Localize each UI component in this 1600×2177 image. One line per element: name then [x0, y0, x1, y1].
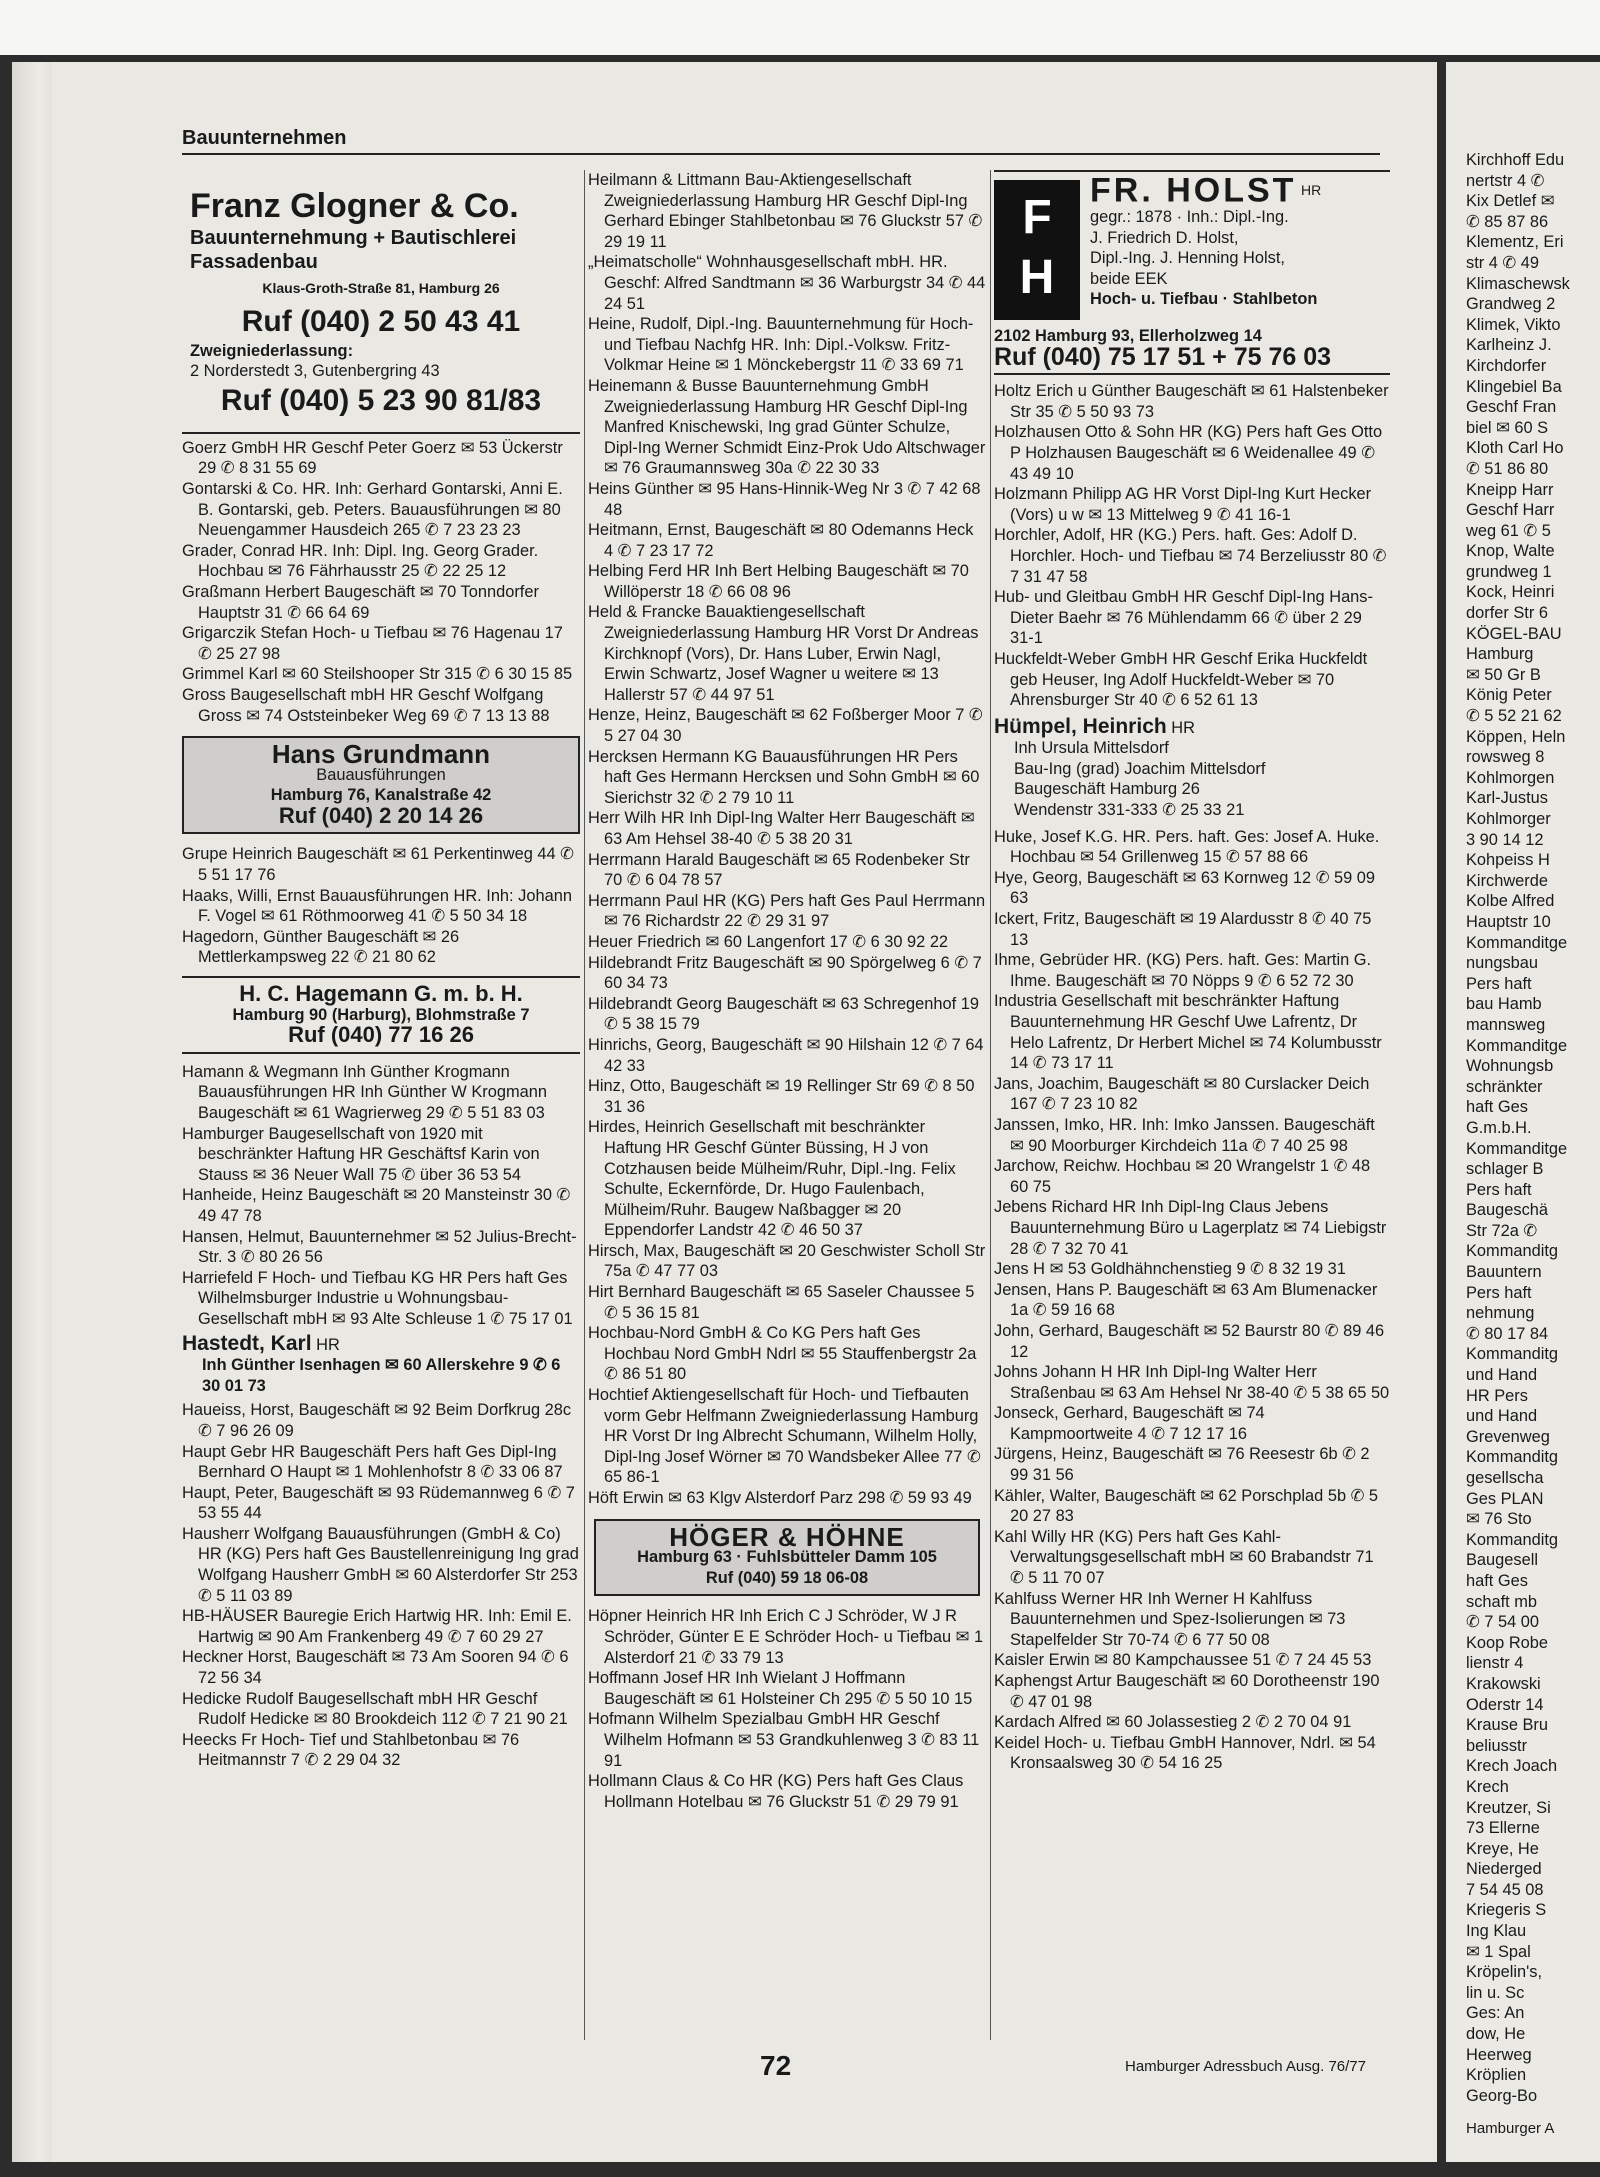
- facing-page-line: Ges: An: [1466, 2004, 1525, 2023]
- directory-entry: Huke, Josef K.G. HR. Pers. haft. Ges: Josef A. Huke. Hochbau ✉ 54 Grillenweg 15 ✆ 57 88 66: [994, 827, 1380, 867]
- ad-glogner-branch-address: 2 Norderstedt 3, Gutenbergring 43: [190, 362, 440, 381]
- holst-name: FR. HOLST: [1090, 171, 1297, 210]
- facing-page-line: Kommanditge: [1466, 1139, 1568, 1158]
- facing-page-line: schränkter: [1466, 1077, 1543, 1096]
- entry-list-6: [588, 1606, 986, 1812]
- facing-page-footer: Hamburger A: [1466, 2120, 1555, 2137]
- holst-line5: Hoch- u. Tiefbau · Stahlbeton: [1090, 290, 1318, 309]
- entry-hastedt: [182, 1331, 580, 1397]
- column-3: [994, 170, 1390, 1774]
- ad-glogner-phone1: Ruf (040) 2 50 43 41: [241, 304, 521, 338]
- facing-page-line: Pers haft: [1466, 974, 1532, 993]
- facing-page-line: ✆ 51 86 80: [1466, 459, 1549, 478]
- facing-page-line: Krech: [1466, 1777, 1509, 1796]
- directory-entry: Hanheide, Heinz Baugeschäft ✉ 20 Mansteinstr 30 ✆ 49 47 78: [182, 1186, 571, 1225]
- directory-entry: Jebens Richard HR Inh Dipl-Ing Claus Jebens Bauunternehmung Büro u Lagerplatz ✉ 74 Liebigstr 28 ✆ 7 32 70 41: [994, 1198, 1387, 1258]
- facing-page-line: nehmung: [1466, 1304, 1535, 1323]
- facing-page-line: und Hand: [1466, 1366, 1538, 1385]
- facing-page-line: Karlheinz J.: [1466, 336, 1552, 355]
- ad-glogner-name: Franz Glogner & Co.: [190, 187, 519, 225]
- directory-entry: Goerz GmbH HR Geschf Peter Goerz ✉ 53 Ückerstr 29 ✆ 8 31 55 69: [182, 438, 563, 478]
- facing-page-line: Kommanditge: [1466, 933, 1568, 952]
- facing-page-line: Georg-Bo: [1466, 2086, 1538, 2105]
- directory-entry: Henze, Heinz, Baugeschäft ✉ 62 Foßberger Moor 7 ✆ 5 27 04 30: [588, 706, 983, 746]
- directory-entry: Höpner Heinrich HR Inh Erich C J Schröder, W J R Schröder, Günter E E Schröder Hoch- u Tiefbau ✉ 1 Alsterdorf 21 ✆ 33 79 13: [588, 1607, 984, 1667]
- facing-page-line: Baugesell: [1466, 1551, 1538, 1570]
- ad-grundmann-sub: Bauausführungen: [316, 765, 446, 784]
- facing-page-line: Kirchwerde: [1466, 871, 1548, 890]
- directory-entry: Holzhausen Otto & Sohn HR (KG) Pers haft Ges Otto P Holzhausen Baugeschäft ✉ 6 Weidenallee 49 ✆ 43 49 10: [994, 423, 1383, 483]
- facing-page-line: ✉ 76 Sto: [1466, 1510, 1532, 1529]
- directory-entry: Keidel Hoch- u. Tiefbau GmbH Hannover, Ndrl. ✉ 54 Kronsaalsweg 30 ✆ 54 16 25: [994, 1733, 1376, 1773]
- directory-entry: Kahlfuss Werner HR Inh Werner H Kahlfuss Bauunternehmen und Spez-Isolierungen ✉ 73 Stapelfelder Str 70-74 ✆ 6 77 50 08: [994, 1589, 1346, 1649]
- facing-page-line: ✆ 80 17 84: [1466, 1324, 1549, 1343]
- directory-entry: Kähler, Walter, Baugeschäft ✉ 62 Porschplad 5b ✆ 5 20 27 83: [994, 1486, 1379, 1526]
- facing-page-line: Kommanditg: [1466, 1345, 1559, 1364]
- facing-page-line: 7 54 45 08: [1466, 1880, 1544, 1899]
- facing-page-line: gesellscha: [1466, 1469, 1544, 1487]
- facing-page-line: Pers haft: [1466, 1283, 1532, 1302]
- directory-entry: Jens H ✉ 53 Goldhähnchenstieg 9 ✆ 8 32 19 31: [994, 1260, 1346, 1279]
- facing-page-line: Kohlmorger: [1466, 810, 1551, 828]
- ad-glogner-phone2: Ruf (040) 5 23 90 81/83: [220, 383, 542, 417]
- facing-page-line: Geschf Fran: [1466, 398, 1557, 417]
- directory-entry: Industria Gesellschaft mit beschränkter Haftung Bauunternehmung HR Geschf Uwe Lafrentz, Dr Helo Lafrentz, Dr Herbert Michel ✉ 74 Kolumbusstr 14 ✆ 73 17 11: [994, 992, 1382, 1073]
- entry-list-5: [588, 170, 986, 1509]
- entry-list-2: [182, 844, 580, 968]
- directory-entry: Held & Francke Bauaktiengesellschaft Zweigniederlassung Hamburg HR Vorst Dr Andreas Kirchknopf (Vors), Dr. Hans Luber, Erwin Nagl, Erwin Schwartz, Josef Wagner u weitere ✉ 13 Hallerstr 57 ✆ 44 97 51: [588, 603, 979, 704]
- facing-page-line: Kolbe Alfred: [1466, 892, 1555, 911]
- facing-page-line: grundweg 1: [1466, 562, 1552, 581]
- facing-page-line: Kohlmorgen: [1466, 768, 1555, 787]
- column-separator: [990, 170, 991, 2040]
- facing-page-line: Kirchhoff Edu: [1466, 151, 1565, 169]
- directory-entry: Grimmel Karl ✉ 60 Steilshooper Str 315 ✆ 6 30 15 85: [182, 665, 573, 684]
- ad-hagemann: [182, 976, 580, 1054]
- facing-page-line: Klimaschewsk: [1466, 274, 1570, 293]
- directory-entry: Haupt, Peter, Baugeschäft ✉ 93 Rüdemannweg 6 ✆ 7 53 55 44: [182, 1483, 575, 1523]
- ad-grundmann-address: Hamburg 76, Kanalstraße 42: [270, 786, 492, 805]
- directory-entry: Hausherr Wolfgang Bauausführungen (GmbH & Co) HR (KG) Pers haft Ges Baustellenreinigung Ing grad Wolfgang Hausherr GmbH ✉ 60 Alsterdorfer Str 253 ✆ 5 11 03 89: [182, 1524, 579, 1605]
- entry-huempel-hr: HR: [1171, 718, 1195, 737]
- entry-list-4: [182, 1400, 580, 1771]
- divider: [182, 432, 580, 434]
- directory-entry: Hildebrandt Georg Baugeschäft ✉ 63 Schregenhof 19 ✆ 5 38 15 79: [588, 994, 979, 1034]
- directory-entry: Hildebrandt Fritz Baugeschäft ✉ 90 Spörgelweg 6 ✆ 7 60 34 73: [588, 953, 982, 993]
- facing-page-line: lin u. Sc: [1466, 1983, 1525, 2002]
- facing-page-line: ✆ 85 87 86: [1466, 212, 1549, 231]
- facing-page-line: Oderstr 14: [1466, 1695, 1544, 1714]
- directory-entry: Jarchow, Reichw. Hochbau ✉ 20 Wrangelstr 1 ✆ 48 60 75: [994, 1157, 1371, 1196]
- directory-entry: Jonseck, Gerhard, Baugeschäft ✉ 74 Kampmoortweite 4 ✆ 7 12 17 16: [994, 1404, 1265, 1443]
- facing-page: [1446, 62, 1600, 2162]
- facing-page-line: schlager B: [1466, 1160, 1544, 1179]
- directory-entry: Haaks, Willi, Ernst Bauausführungen HR. Inh: Johann F. Vogel ✉ 61 Röthmoorweg 41 ✆ 5 50 34 18: [182, 886, 572, 926]
- directory-entry: Ihme, Gebrüder HR. (KG) Pers. haft. Ges: Martin G. Ihme. Baugeschäft ✉ 70 Nöpps 9 ✆ 6 52 72 30: [994, 951, 1372, 990]
- facing-page-line: ✉ 1 Spal: [1466, 1942, 1531, 1961]
- directory-entry: Kahl Willy HR (KG) Pers haft Ges Kahl-Verwaltungsgesellschaft mbH ✉ 60 Brabandstr 71 ✆ 5 11 70 07: [994, 1527, 1374, 1588]
- directory-entry: Kaisler Erwin ✉ 80 Kampchaussee 51 ✆ 7 24 45 53: [994, 1651, 1372, 1670]
- ad-glogner: [182, 180, 580, 426]
- directory-entry: Janssen, Imko, HR. Inh: Imko Janssen. Baugeschäft ✉ 90 Moorburger Kirchdeich 11a ✆ 7 40 25 98: [994, 1115, 1375, 1155]
- entry-huempel-line: Baugeschäft Hamburg 26: [1014, 780, 1200, 799]
- facing-page-line: und Hand: [1466, 1407, 1538, 1426]
- facing-page-line: haft Ges: [1466, 1098, 1528, 1117]
- facing-page-line: mannsweg: [1466, 1015, 1546, 1034]
- facing-page-line: Niederged: [1466, 1860, 1542, 1879]
- facing-page-line: Kreye, He: [1466, 1839, 1539, 1858]
- directory-entry: Heinemann & Busse Bauunternehmung GmbH Zweigniederlassung Hamburg HR Geschf Dipl-Ing Manfred Knischewski, Ing grad Günter Schulze, Dipl-Ing Werner Schmidt Einz-Prok Udo Altschwager ✉ 76 Graumannsweg 30a ✆ 22 30 33: [588, 376, 986, 478]
- facing-page-line: Ing Klau: [1466, 1922, 1527, 1941]
- facing-page-line: Heerweg: [1466, 2045, 1532, 2064]
- facing-page-line: Kommanditg: [1466, 1530, 1559, 1549]
- facing-page-line: Grandweg 2: [1466, 295, 1556, 314]
- facing-page-line: HR Pers: [1466, 1386, 1528, 1405]
- facing-page-line: nungsbau: [1466, 954, 1539, 973]
- holst-line3: Dipl.-Ing. J. Henning Holst,: [1090, 249, 1285, 268]
- facing-page-line: biel ✉ 60 S: [1466, 418, 1549, 437]
- ad-glogner-sub2: Fassadenbau: [190, 251, 318, 273]
- entry-hastedt-name: Hastedt, Karl: [182, 1331, 312, 1355]
- facing-page-line: weg 61 ✆ 5: [1466, 521, 1551, 540]
- facing-page-line: 3 90 14 12: [1466, 830, 1544, 849]
- ad-glogner-sub1: Bauunternehmung + Bautischlerei: [190, 227, 517, 249]
- directory-entry: Jensen, Hans P. Baugeschäft ✉ 63 Am Blumenacker 1a ✆ 59 16 68: [994, 1280, 1378, 1320]
- directory-entry: Hofmann Wilhelm Spezialbau GmbH HR Geschf Wilhelm Hofmann ✉ 53 Grandkuhlenweg 3 ✆ 83 11 91: [588, 1710, 980, 1770]
- directory-entry: Holzmann Philipp AG HR Vorst Dipl-Ing Kurt Hecker (Vors) u w ✉ 13 Mittelweg 9 ✆ 41 16-1: [994, 485, 1372, 524]
- facing-page-line: Kommanditge: [1466, 1036, 1568, 1055]
- directory-entry: Hirsch, Max, Baugeschäft ✉ 20 Geschwister Scholl Str 75a ✆ 47 77 03: [588, 1241, 986, 1281]
- directory-entry: Hoffmann Josef HR Inh Wielant J Hoffmann Baugeschäft ✉ 61 Holsteiner Ch 295 ✆ 5 50 10 15: [588, 1669, 973, 1708]
- facing-page-line: Kröpelin's,: [1466, 1963, 1543, 1982]
- holst-line2: J. Friedrich D. Holst,: [1090, 228, 1239, 247]
- directory-entry: Haupt Gebr HR Baugeschäft Pers haft Ges Dipl-Ing Bernhard O Haupt ✉ 1 Mohlenhofstr 8 ✆ 33 06 87: [182, 1442, 563, 1482]
- scan-top-margin: [0, 0, 1600, 55]
- facing-page-line: Kreutzer, Si: [1466, 1798, 1551, 1817]
- facing-page-line: ✆ 7 54 00: [1466, 1613, 1539, 1632]
- entry-list-1: [182, 438, 580, 726]
- facing-page-line: ✆ 5 52 21 62: [1466, 707, 1562, 726]
- entry-list-3: [182, 1062, 580, 1330]
- directory-entry: Kaphengst Artur Baugeschäft ✉ 60 Dorotheenstr 190 ✆ 47 01 98: [994, 1672, 1380, 1711]
- holst-logo: [994, 180, 1080, 320]
- facing-page-line: Kohpeiss H: [1466, 851, 1550, 870]
- column-separator: [584, 170, 585, 2040]
- facing-page-line: rowsweg 8: [1466, 748, 1545, 767]
- directory-entry: Hamann & Wegmann Inh Günther Krogmann Bauausführungen HR Inh Günther W Krogmann Baugeschäft ✉ 61 Wagrierweg 29 ✆ 5 51 83 03: [182, 1062, 547, 1122]
- facing-page-line: Str 72a ✆: [1466, 1221, 1538, 1240]
- facing-page-line: Klingebiel Ba: [1466, 377, 1562, 396]
- directory-entry: Hedicke Rudolf Baugesellschaft mbH HR Geschf Rudolf Hedicke ✉ 80 Brookdeich 112 ✆ 7 21 90 21: [182, 1689, 568, 1729]
- directory-entry: Herr Wilh HR Inh Dipl-Ing Walter Herr Baugeschäft ✉ 63 Am Hehsel 38-40 ✆ 5 38 20 31: [588, 809, 975, 848]
- facing-page-line: Krause Bru: [1466, 1716, 1548, 1735]
- entry-huempel-line: Wendenstr 331-333 ✆ 25 33 21: [1014, 801, 1245, 820]
- directory-entry: HB-HÄUSER Bauregie Erich Hartwig HR. Inh: Emil E. Hartwig ✉ 90 Am Frankenberg 49 ✆ 7 60 29 27: [182, 1607, 572, 1646]
- directory-entry: Hye, Georg, Baugeschäft ✉ 63 Kornweg 12 ✆ 59 09 63: [994, 868, 1376, 908]
- column-1: [182, 176, 580, 1771]
- ad-grundmann-phone: Ruf (040) 2 20 14 26: [278, 802, 484, 828]
- directory-entry: Grader, Conrad HR. Inh: Dipl. Ing. Georg Grader. Hochbau ✉ 76 Fährhausstr 25 ✆ 22 25 12: [182, 541, 539, 581]
- directory-entry: Grigarczik Stefan Hoch- u Tiefbau ✉ 76 Hagenau 17 ✆ 25 27 98: [182, 624, 563, 663]
- holst-logo-h: H: [1019, 251, 1055, 304]
- entry-list-7: [994, 381, 1390, 711]
- facing-page-line: beliusstr: [1466, 1736, 1528, 1755]
- entry-list-8: [994, 827, 1390, 1774]
- facing-page-line: Klementz, Eri: [1466, 233, 1564, 252]
- directory-entry: Huckfeldt-Weber GmbH HR Geschf Erika Huckfeldt geb Heuser, Ing Adolf Huckfeldt-Weber ✉ 70 Ahrensburger Str 40 ✆ 6 52 61 13: [994, 649, 1368, 710]
- facing-page-line: Kock, Heinri: [1466, 583, 1555, 602]
- directory-entry: Hercksen Hermann KG Bauausführungen HR Pers haft Ges Hermann Hercksen und Sohn GmbH ✉ 60 Sierichstr 32 ✆ 2 79 10 11: [588, 747, 980, 807]
- facing-page-line: Karl-Justus: [1466, 789, 1548, 808]
- facing-page-line: bau Hamb: [1466, 995, 1542, 1014]
- holst-line4: beide EEK: [1090, 269, 1168, 288]
- ad-grundmann-name: Hans Grundmann: [271, 739, 491, 770]
- entry-hastedt-line: Inh Günther Isenhagen ✉ 60 Allerskehre 9 ✆ 6 30 01 73: [202, 1356, 561, 1395]
- ad-hagemann-address: Hamburg 90 (Harburg), Blohmstraße 7: [232, 1005, 530, 1024]
- ad-hagemann-name: H. C. Hagemann G. m. b. H.: [239, 981, 523, 1007]
- directory-entry: Hochbau-Nord GmbH & Co KG Pers haft Ges Hochbau Nord GmbH Ndrl ✉ 55 Stauffenbergstr 2a ✆ 86 51 80: [588, 1324, 977, 1384]
- directory-entry: Hinrichs, Georg, Baugeschäft ✉ 90 Hilshain 12 ✆ 7 64 42 33: [588, 1035, 984, 1075]
- directory-entry: Herrmann Harald Baugeschäft ✉ 65 Rodenbeker Str 70 ✆ 6 04 78 57: [588, 850, 970, 890]
- directory-entry: Haueiss, Horst, Baugeschäft ✉ 92 Beim Dorfkrug 28c ✆ 7 96 26 09: [182, 1401, 572, 1440]
- entry-huempel-name: Hümpel, Heinrich: [994, 714, 1167, 738]
- facing-page-line: Geschf Harr: [1466, 501, 1555, 520]
- entry-huempel-line: Inh Ursula Mittelsdorf: [1014, 739, 1169, 758]
- directory-entry: Heilmann & Littmann Bau-Aktiengesellschaft Zweigniederlassung Hamburg HR Geschf Dipl-Ing Gerhard Ebinger Stahlbetonbau ✉ 76 Gluckstr 57 ✆ 29 19 11: [588, 171, 983, 251]
- facing-page-line: Baugeschä: [1466, 1201, 1549, 1220]
- facing-page-line: Krakowski: [1466, 1674, 1541, 1693]
- directory-entry: Heins Günther ✉ 95 Hans-Hinnik-Weg Nr 3 ✆ 7 42 68 48: [588, 479, 981, 519]
- directory-entry: Helbing Ferd HR Inh Bert Helbing Baugeschäft ✉ 70 Willöperstr 18 ✆ 66 08 96: [588, 562, 969, 601]
- directory-entry: Heitmann, Ernst, Baugeschäft ✉ 80 Odemanns Heck 4 ✆ 7 23 17 72: [588, 521, 974, 560]
- entry-hastedt-hr: HR: [316, 1335, 340, 1354]
- divider: [994, 373, 1390, 375]
- facing-page-line: dorfer Str 6: [1466, 604, 1548, 623]
- directory-entry: Gontarski & Co. HR. Inh: Gerhard Gontarski, Anni E. B. Gontarski, geb. Peters. Bauausführungen ✉ 80 Neuengammer Hausdeich 265 ✆ 7 23 23 23: [182, 479, 563, 540]
- directory-entry: Hochtief Aktiengesellschaft für Hoch- und Tiefbauten vorm Gebr Helfmann Zweigniederlassung Hamburg HR Vorst Dr Ing Albrecht Schumann, Wilhelm Holly, Dipl-Ing Josef Wörner ✉ 70 Wandsbeker Allee 77 ✆ 65 86-1: [588, 1386, 981, 1487]
- header-rule: [182, 153, 1380, 155]
- facing-page-line: Kirchdorfer: [1466, 356, 1547, 375]
- directory-entry: „Heimatscholle“ Wohnhausgesellschaft mbH. HR. Geschf: Alfred Sandtmann ✉ 36 Warburgstr 34 ✆ 44 24 51: [588, 253, 986, 313]
- directory-entry: Hollmann Claus & Co HR (KG) Pers haft Ges Claus Hollmann Hotelbau ✉ 76 Gluckstr 51 ✆ 29 79 91: [588, 1772, 964, 1811]
- directory-entry: Hirdes, Heinrich Gesellschaft mit beschränkter Haftung HR Geschf Günter Büssing, H J von Cotzhausen beide Mülheim/Ruhr, Dipl.-Ing. Felix Schulte, Eckernförde, Dr. Hugo Faulenbach, Mülheim/Ruhr. Baugew Naßbagger ✉ 20 Eppendorfer Landstr 42 ✆ 46 50 37: [588, 1118, 956, 1240]
- directory-entry: Jans, Joachim, Baugeschäft ✉ 80 Curslacker Deich 167 ✆ 7 23 10 82: [994, 1074, 1370, 1114]
- ad-hoger-name: HÖGER & HÖHNE: [669, 1521, 905, 1552]
- directory-entry: Herrmann Paul HR (KG) Pers haft Ges Paul Herrmann ✉ 76 Richardstr 22 ✆ 29 31 97: [588, 891, 986, 931]
- facing-page-line: Grevenweg: [1466, 1427, 1550, 1446]
- directory-entry: Ickert, Fritz, Baugeschäft ✉ 19 Alardusstr 8 ✆ 40 75 13: [994, 910, 1372, 949]
- ad-hoger-hohne: [594, 1519, 980, 1597]
- directory-entry: Heckner Horst, Baugeschäft ✉ 73 Am Sooren 94 ✆ 6 72 56 34: [182, 1648, 569, 1688]
- facing-page-line: Kommanditg: [1466, 1448, 1559, 1467]
- holst-phone: Ruf (040) 75 17 51 + 75 76 03: [994, 342, 1332, 371]
- facing-page-line: Kommanditg: [1466, 1242, 1559, 1261]
- directory-entry: Hansen, Helmut, Bauunternehmer ✉ 52 Julius-Brecht-Str. 3 ✆ 80 26 56: [182, 1227, 577, 1267]
- facing-page-line: KÖGEL-BAU: [1466, 624, 1562, 643]
- directory-entry: Heuer Friedrich ✉ 60 Langenfort 17 ✆ 6 30 92 22: [588, 932, 949, 951]
- holst-hr: HR: [1301, 182, 1322, 198]
- facing-page-line: Kix Detlef ✉: [1466, 192, 1555, 211]
- facing-page-line: lienstr 4: [1466, 1654, 1524, 1673]
- facing-page-line: Pers haft: [1466, 1180, 1532, 1199]
- ad-holst: [994, 170, 1390, 371]
- page-header: Bauunternehmen: [182, 127, 347, 149]
- facing-page-line: Krech Joach: [1466, 1757, 1558, 1776]
- facing-page-line: Knop, Walte: [1466, 542, 1555, 561]
- facing-page-line: dow, He: [1466, 2025, 1526, 2044]
- facing-page-line: König Peter: [1466, 686, 1552, 705]
- directory-entry: Höft Erwin ✉ 63 Klgv Alsterdorf Parz 298 ✆ 59 93 49: [588, 1489, 972, 1507]
- facing-page-line: str 4 ✆ 49: [1466, 253, 1539, 272]
- page-number: 72: [760, 2050, 792, 2081]
- directory-entry: Hamburger Baugesellschaft von 1920 mit beschränkter Haftung HR Geschäftsf Karin von Stauss ✉ 36 Neuer Wall 75 ✆ über 36 53 54: [182, 1124, 540, 1184]
- ad-glogner-address: Klaus-Groth-Straße 81, Hamburg 26: [262, 280, 500, 296]
- facing-page-line: ✉ 50 Gr B: [1466, 665, 1541, 684]
- ad-hoger-address: Hamburg 63 · Fuhlsbütteler Damm 105: [637, 1548, 937, 1567]
- ad-hagemann-phone: Ruf (040) 77 16 26: [288, 1022, 474, 1048]
- directory-entry: Hub- und Gleitbau GmbH HR Geschf Dipl-Ing Hans-Dieter Baehr ✉ 76 Mühlendamm 66 ✆ über 2 29 31-1: [994, 588, 1373, 648]
- directory-entry: Hinz, Otto, Baugeschäft ✉ 19 Rellinger Str 69 ✆ 8 50 31 36: [588, 1077, 975, 1116]
- column-2: [588, 170, 986, 1812]
- directory-entry: Kardach Alfred ✉ 60 Jolassestieg 2 ✆ 2 70 04 91: [994, 1713, 1352, 1732]
- facing-page-line: 73 Ellerne: [1466, 1819, 1540, 1838]
- entry-huempel: [994, 714, 1390, 821]
- directory-entry: Heine, Rudolf, Dipl.-Ing. Bauunternehmung für Hoch- und Tiefbau Nachfg HR. Inh: Dipl.-Volksw. Fritz-Volkmar Heine ✉ 1 Mönckebergstr 11 ✆ 33 69 71: [588, 315, 974, 375]
- facing-page-line: haft Ges: [1466, 1571, 1528, 1590]
- directory-entry: Graßmann Herbert Baugeschäft ✉ 70 Tonndorfer Hauptstr 31 ✆ 66 64 69: [182, 582, 539, 622]
- facing-page-line: nertstr 4 ✆: [1466, 171, 1545, 190]
- facing-page-line: Klimek, Vikto: [1466, 315, 1561, 334]
- directory-entry: Gross Baugesellschaft mbH HR Geschf Wolfgang Gross ✉ 74 Oststeinbeker Weg 69 ✆ 7 13 13 88: [182, 685, 550, 725]
- entry-huempel-line: Bau-Ing (grad) Joachim Mittelsdorf: [1014, 759, 1266, 778]
- directory-entry: Holtz Erich u Günther Baugeschäft ✉ 61 Halstenbeker Str 35 ✆ 5 50 93 73: [994, 382, 1389, 421]
- facing-page-line: Ges PLAN: [1466, 1489, 1544, 1508]
- facing-page-column: [1466, 150, 1600, 2106]
- directory-entry: Jürgens, Heinz, Baugeschäft ✉ 76 Reesestr 6b ✆ 2 99 31 56: [994, 1445, 1370, 1485]
- directory-entry: Horchler, Adolf, HR (KG.) Pers. haft. Ges: Adolf D. Horchler. Hoch- und Tiefbau ✉ 74 Berzeliusstr 80 ✆ 7 31 47 58: [994, 526, 1387, 586]
- facing-page-line: G.m.b.H.: [1466, 1118, 1532, 1137]
- facing-page-line: Kloth Carl Ho: [1466, 439, 1564, 458]
- facing-page-line: Bauuntern: [1466, 1263, 1542, 1282]
- directory-entry: Heecks Fr Hoch- Tief und Stahlbetonbau ✉ 76 Heitmannstr 7 ✆ 2 29 04 32: [182, 1730, 520, 1770]
- directory-entry: Grupe Heinrich Baugeschäft ✉ 61 Perkentinweg 44 ✆ 5 51 17 76: [182, 845, 574, 885]
- facing-page-line: Kriegeris S: [1466, 1901, 1547, 1920]
- holst-logo-f: F: [1022, 191, 1052, 244]
- directory-entry: Harriefeld F Hoch- und Tiefbau KG HR Pers haft Ges Wilhelmsburger Industrie u Wohnungsbau-Gesellschaft mbH ✉ 93 Alte Schleuse 1 ✆ 75 17 01: [182, 1268, 573, 1328]
- facing-page-line: Hauptstr 10: [1466, 912, 1551, 931]
- facing-page-line: Wohnungsb: [1466, 1057, 1554, 1076]
- ad-grundmann: [182, 736, 580, 834]
- directory-entry: Johns Johann H HR Inh Dipl-Ing Walter Herr Straßenbau ✉ 63 Am Hehsel Nr 38-40 ✆ 5 38 65 50: [994, 1363, 1390, 1402]
- facing-page-line: Köppen, Heln: [1466, 727, 1566, 746]
- directory-entry: Hagedorn, Günther Baugeschäft ✉ 26 Mettlerkampsweg 22 ✆ 21 80 62: [182, 927, 460, 967]
- page-footer: Hamburger Adressbuch Ausg. 76/77: [1125, 2058, 1366, 2075]
- facing-page-line: Kröplien: [1466, 2066, 1527, 2085]
- ad-hoger-phone: Ruf (040) 59 18 06-08: [705, 1568, 869, 1587]
- facing-page-line: Kneipp Harr: [1466, 480, 1554, 499]
- holst-line1: gegr.: 1878 · Inh.: Dipl.-Ing.: [1090, 208, 1289, 227]
- facing-page-line: schaft mb: [1466, 1592, 1538, 1611]
- directory-entry: Hirt Bernhard Baugeschäft ✉ 65 Saseler Chaussee 5 ✆ 5 36 15 81: [588, 1283, 975, 1322]
- directory-entry: John, Gerhard, Baugeschäft ✉ 52 Baurstr 80 ✆ 89 46 12: [994, 1321, 1385, 1361]
- ad-glogner-branch-label: Zweigniederlassung:: [190, 341, 354, 360]
- holst-address: 2102 Hamburg 93, Ellerholzweg 14: [994, 327, 1262, 345]
- facing-page-line: Hamburg: [1466, 645, 1534, 664]
- facing-page-line: Koop Robe: [1466, 1633, 1549, 1652]
